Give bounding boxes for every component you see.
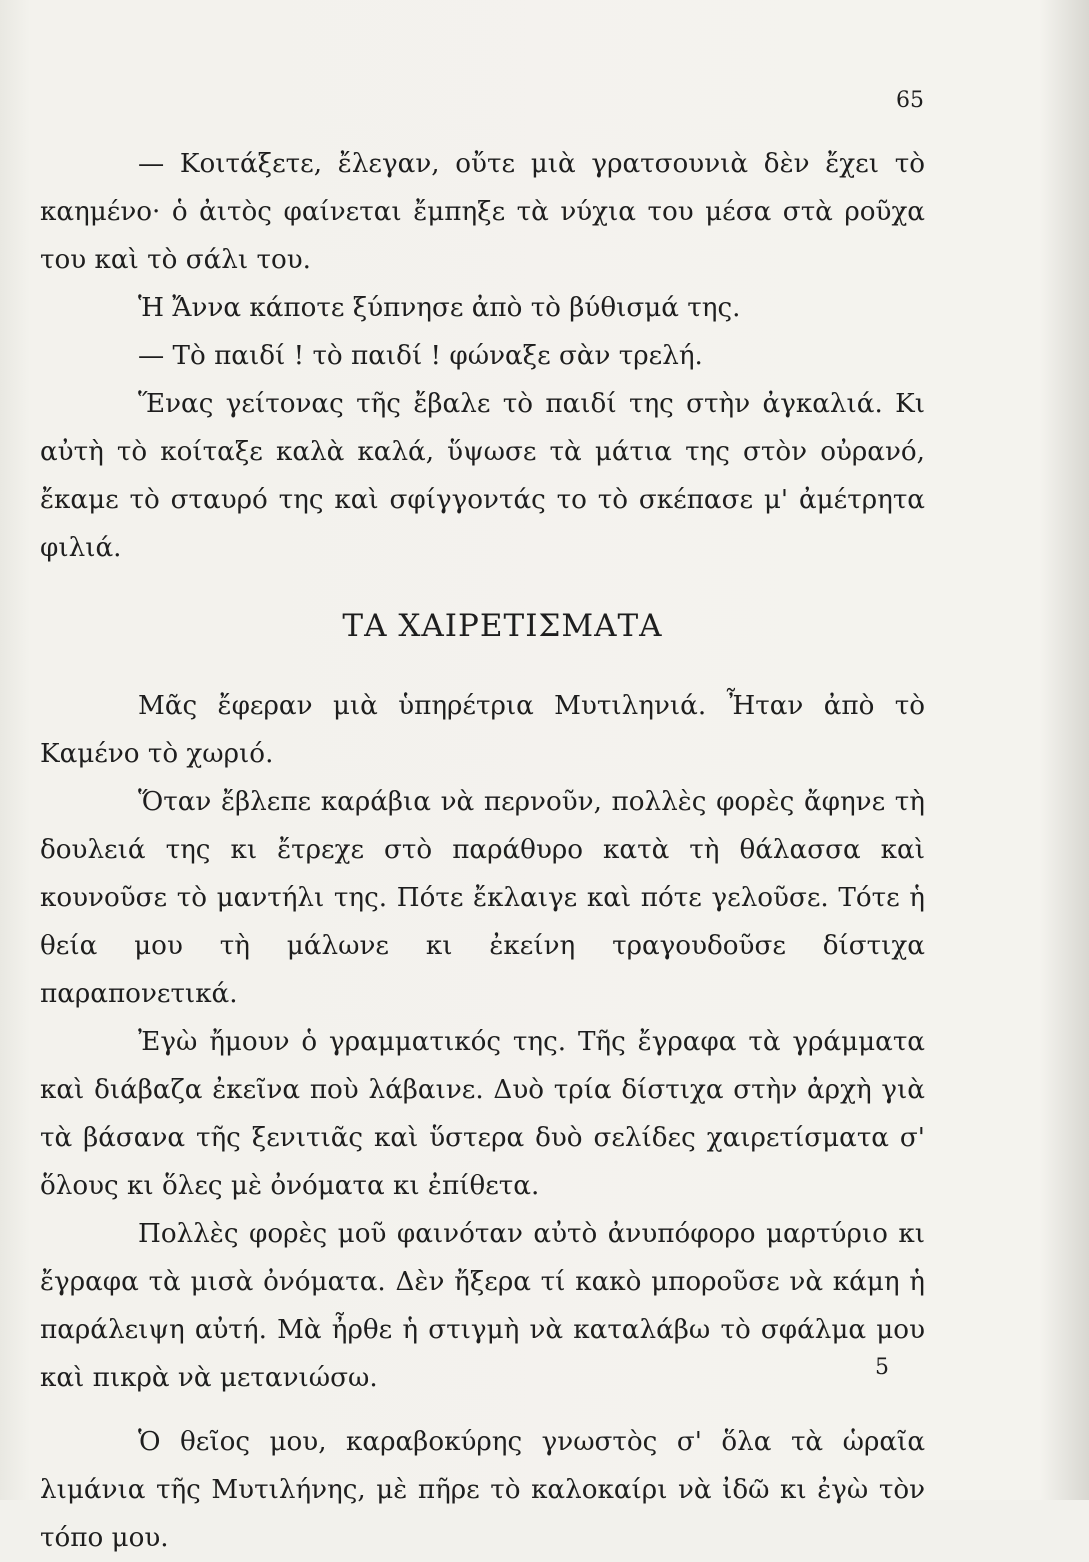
- paragraph: — Κοιτάξετε, ἔλεγαν, οὔτε μιὰ γρατσουνιὰ δὲν ἔχει τὸ καημένο· ὁ ἀιτὸς φαίνεται ἔμπηξε τὰ νύχια του μέσα στὰ ροῦχα του καὶ τὸ σάλι του.: [40, 149, 925, 275]
- section-title: ΤΑ ΧΑΙΡΕΤΙΣΜΑΤΑ: [342, 608, 663, 644]
- paragraph: Μᾶς ἔφεραν μιὰ ὑπηρέτρια Μυτιληνιά. Ἦταν ἀπὸ τὸ Καμένο τὸ χωριό.: [40, 691, 925, 769]
- paragraph: — Τὸ παιδί ! τὸ παιδί ! φώναξε σὰν τρελή.: [138, 341, 703, 371]
- signature-mark: 5: [875, 1355, 889, 1380]
- paragraph: Ἐγὼ ἤμουν ὁ γραμματικός της. Τῆς ἔγραφα τὰ γράμματα καὶ διάβαζα ἐκεῖνα ποὺ λάβαινε. Δυὸ τρία δίστιχα στὴν ἀρχὴ γιὰ τὰ βάσανα τῆς ξενιτιᾶς καὶ ὕστερα δυὸ σελίδες χαιρετίσματα σ' ὅλους κι ὅλες μὲ ὀνόματα κι ἐπίθετα.: [40, 1027, 925, 1201]
- page-number: 65: [896, 88, 924, 113]
- paragraph: Ὁ θεῖος μου, καραβοκύρης γνωστὸς σ' ὅλα τὰ ὡραῖα λιμάνια τῆς Μυτιλήνης, μὲ πῆρε τὸ καλοκαίρι νὰ ἰδῶ κι ἐγὼ τὸν τόπο μου.: [40, 1427, 925, 1553]
- paragraph: Ἕνας γείτονας τῆς ἔβαλε τὸ παιδί της στὴν ἀγκαλιά. Κι αὐτὴ τὸ κοίταξε καλὰ καλά, ὕψωσε τὰ μάτια της στὸν οὐρανό, ἔκαμε τὸ σταυρό της καὶ σφίγγοντάς το τὸ σκέπασε μ' ἀμέτρητα φιλιά.: [40, 389, 925, 563]
- page-text: [40, 140, 925, 1562]
- paragraph: Ἡ Ἄννα κάποτε ξύπνησε ἀπὸ τὸ βύθισμά της.: [138, 293, 741, 323]
- paragraph: Ὅταν ἔβλεπε καράβια νὰ περνοῦν, πολλὲς φορὲς ἄφηνε τὴ δουλειά της κι ἔτρεχε στὸ παράθυρο κατὰ τὴ θάλασσα καὶ κουνοῦσε τὸ μαντήλι της. Πότε ἔκλαιγε καὶ πότε γελοῦσε. Τότε ἡ θεία μου τὴ μάλωνε κι ἐκείνη τραγουδοῦσε δίστιχα παραπονετικά.: [40, 787, 925, 1009]
- paragraph: Πολλὲς φορὲς μοῦ φαινόταν αὐτὸ ἀνυπόφορο μαρτύριο κι ἔγραφα τὰ μισὰ ὀνόματα. Δὲν ἤξερα τί κακὸ μποροῦσε νὰ κάμη ἡ παράλειψη αὐτή. Μὰ ἦρθε ἡ στιγμὴ νὰ καταλάβω τὸ σφάλμα μου καὶ πικρὰ νὰ μετανιώσω.: [40, 1219, 925, 1393]
